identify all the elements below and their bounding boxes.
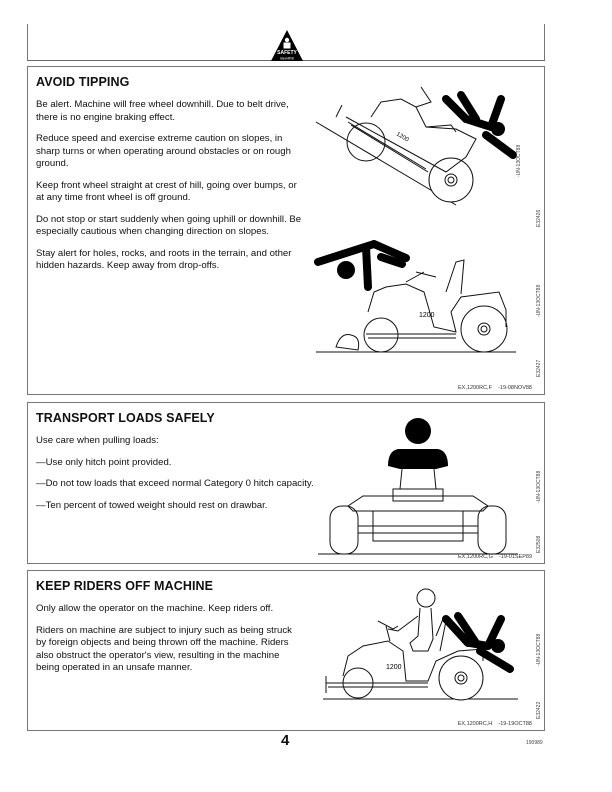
figure-code: E32426 [536, 209, 542, 227]
figure-code: E32508 [536, 535, 542, 553]
operator-rear-view-illustration [318, 411, 518, 556]
tipping-slope-illustration [306, 77, 526, 207]
paragraph: Do not stop or start suddenly when going uphill or downhill. Be especially cautious when changing direction on slopes. [36, 213, 302, 237]
paragraph: Be alert. Machine will free wheel downhill. Due to belt drive, there is no engine braking effect. [36, 99, 289, 123]
section-title: AVOID TIPPING [36, 75, 130, 89]
paragraph: —Ten percent of towed weight should rest on drawbar. [36, 499, 268, 511]
paragraph: Use care when pulling loads: [36, 435, 159, 446]
page-number: 4 [281, 732, 290, 749]
figure-code: -UN-13OCT88 [536, 470, 542, 503]
rider-thrown-illustration [318, 581, 528, 701]
svg-text:Bewithit: Bewithit [280, 56, 294, 61]
reference-code: EX,1200RC,F -19-08NOV88 [458, 385, 532, 391]
figure-code: E32427 [536, 359, 542, 377]
svg-text:1200: 1200 [395, 131, 410, 144]
section-body [36, 435, 336, 521]
section-title: KEEP RIDERS OFF MACHINE [36, 579, 214, 593]
figure-code: -UN-13OCT88 [536, 284, 542, 317]
rock-hazard-illustration [306, 232, 526, 362]
paragraph: Reduce speed and exercise extreme caution on slopes, in sharp turns or when operating around obstacles or on rough ground. [36, 133, 291, 169]
svg-text:SAFETY: SAFETY [277, 50, 297, 56]
figure-code: E32422 [536, 701, 542, 719]
reference-code: EX,1200RC,H -19-19OCT88 [457, 721, 532, 727]
svg-text:-UN-13OCT88: -UN-13OCT88 [516, 144, 522, 177]
figure-code: -UN-13OCT88 [536, 633, 542, 666]
section-keep-riders-off [27, 570, 545, 731]
section-avoid-tipping [27, 66, 545, 395]
section-body [36, 99, 306, 282]
paragraph: —Do not tow loads that exceed normal Category 0 hitch capacity. [36, 478, 314, 489]
page-code: 190989 [526, 740, 543, 746]
paragraph: Stay alert for holes, rocks, and roots in the terrain, and other hidden hazards. Keep away from drop-offs. [36, 247, 292, 271]
section-body [36, 603, 298, 684]
paragraph: —Use only hitch point provided. [36, 456, 172, 468]
svg-text:1200: 1200 [419, 312, 435, 319]
section-title: TRANSPORT LOADS SAFELY [36, 411, 215, 425]
paragraph: Keep front wheel straight at crest of hill, going over bumps, or at any time front wheel is off ground. [36, 179, 297, 203]
paragraph: Only allow the operator on the machine. Keep riders off. [36, 603, 274, 614]
section-transport-loads [27, 402, 545, 564]
svg-text:1200: 1200 [386, 664, 402, 671]
reference-code: EX,1200RC,G -19-01SEP89 [458, 554, 532, 560]
paragraph: Riders on machine are subject to injury such as being struck by foreign objects and being thrown off the machine. Riders also obstruct the operator's view, resulting in the machine being operated in an unsafe manner. [36, 624, 292, 673]
safety-triangle-icon [270, 29, 304, 62]
